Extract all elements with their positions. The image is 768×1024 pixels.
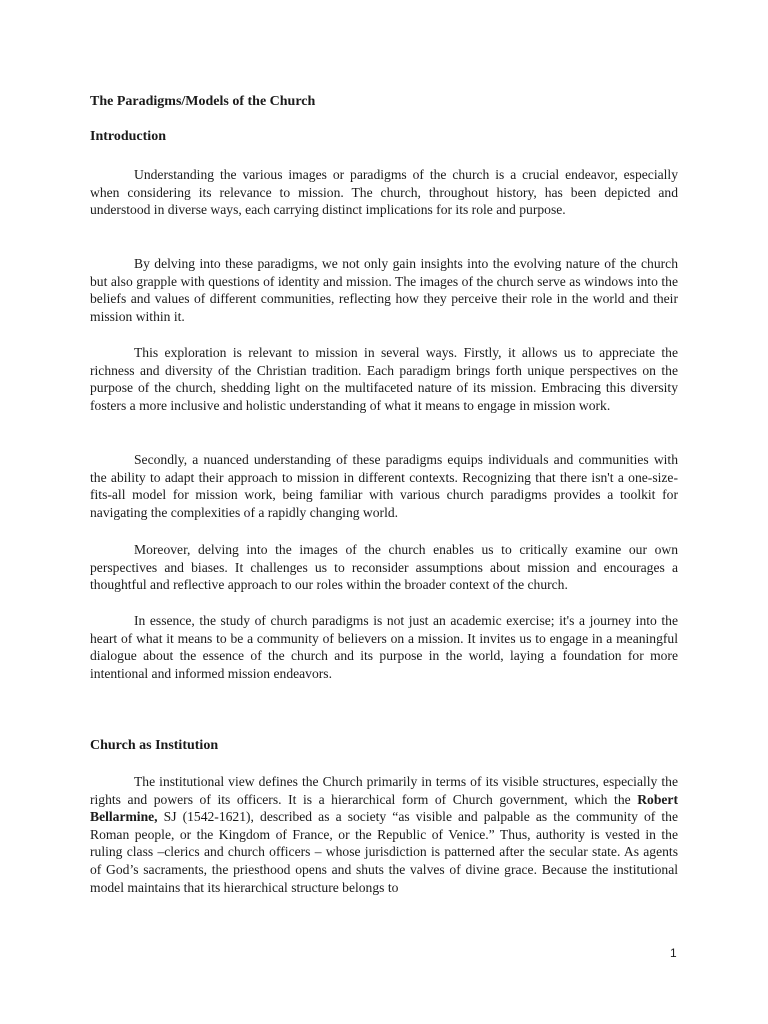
bellarmine-name: Robert Bellarmine, — [90, 791, 678, 825]
intro-paragraph-3: This exploration is relevant to mission in several ways. Firstly, it allows us to appreciate the richness and diversity of the Christian tradition. Each paradigm brings forth unique perspectives on the purpose of the church, shedding light on the multifaceted nature of its mission. Embracing this diversity fosters a more inclusive and holistic understanding of what it means to engage in mission work. — [90, 345, 678, 413]
institution-text-after: SJ (1542-1621), described as a society “as visible and palpable as the community of the Roman people, or the Kingdom of France, or the Republic of Venice.” Thus, authority is vested in the ruling class –clerics and church officers – whose jurisdiction is patterned after the secular state. As agents of God’s sacraments, the priesthood opens and shuts the valves of divine grace. Because the institutional model maintains that its hierarchical structure belongs to — [90, 809, 678, 895]
document-title: The Paradigms/Models of the Church — [90, 94, 316, 109]
institution-text-before: The institutional view defines the Church primarily in terms of its visible structures, especially the rights and powers of its officers. It is a hierarchical form of Church government, which the — [90, 774, 678, 807]
page-number: 1 — [670, 946, 677, 960]
institution-paragraph — [90, 773, 678, 896]
introduction-heading: Introduction — [90, 129, 166, 144]
intro-paragraph-1: Understanding the various images or paradigms of the church is a crucial endeavor, especially when considering its relevance to mission. The church, throughout history, has been depicted and understood in diverse ways, each carrying distinct implications for its role and purpose. — [90, 167, 678, 218]
institution-heading: Church as Institution — [90, 738, 219, 753]
intro-paragraph-6: In essence, the study of church paradigms is not just an academic exercise; it's a journey into the heart of what it means to be a community of believers on a mission. It invites us to engage in a meaningful dialogue about the essence of the church and its purpose in the world, laying a foundation for more intentional and informed mission endeavors. — [90, 613, 678, 681]
intro-paragraph-2: By delving into these paradigms, we not only gain insights into the evolving nature of the church but also grapple with questions of identity and mission. The images of the church serve as windows into the beliefs and values of different communities, reflecting how they perceive their role in the world and their mission within it. — [90, 256, 678, 324]
intro-paragraph-5: Moreover, delving into the images of the church enables us to critically examine our own perspectives and biases. It challenges us to reconsider assumptions about mission and encourages a thoughtful and reflective approach to our roles within the broader context of the church. — [90, 542, 678, 593]
intro-paragraph-4: Secondly, a nuanced understanding of these paradigms equips individuals and communities with the ability to adapt their approach to mission in different contexts. Recognizing that there isn't a one-size-fits-all model for mission work, being familiar with various church paradigms provides a toolkit for navigating the complexities of a rapidly changing world. — [90, 452, 678, 520]
